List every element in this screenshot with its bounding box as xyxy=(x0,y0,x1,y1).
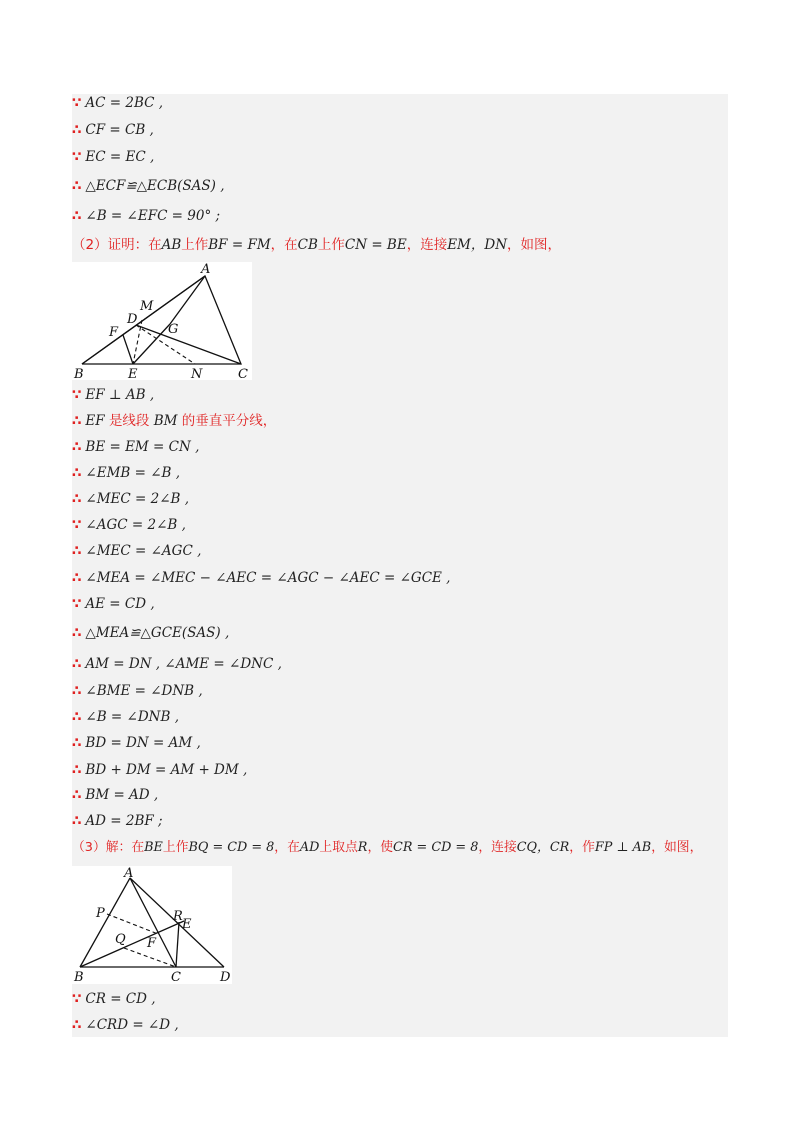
proof-line xyxy=(72,173,225,199)
heading-text: ，连接 xyxy=(478,840,517,855)
figure-2-svg xyxy=(72,866,232,984)
because-symbol: ∵ xyxy=(72,517,82,533)
proof-line xyxy=(72,757,247,783)
heading-text: ，连接 xyxy=(406,237,448,253)
heading-text: ，使 xyxy=(367,840,394,855)
proof-math: EF xyxy=(85,413,105,429)
label-d: D xyxy=(220,970,231,984)
proof-statement: ∠BME = ∠DNB , xyxy=(85,683,203,699)
heading-text: （2）证明：在 xyxy=(72,237,162,253)
proof-line xyxy=(72,1012,179,1038)
proof-line xyxy=(72,986,156,1012)
therefore-symbol: ∴ xyxy=(72,413,82,429)
proof-statement: EC = EC , xyxy=(85,149,155,165)
label-b: B xyxy=(74,367,84,380)
part-2-heading xyxy=(72,232,561,258)
because-symbol: ∵ xyxy=(72,387,82,403)
therefore-symbol: ∴ xyxy=(72,208,82,224)
proof-statement: ∠B = ∠DNB , xyxy=(85,709,179,725)
triangle-abc xyxy=(82,276,241,364)
proof-statement: CF = CB , xyxy=(85,122,154,138)
figure-1-svg xyxy=(72,262,252,380)
proof-line xyxy=(72,460,180,486)
proof-line xyxy=(72,678,203,704)
proof-line xyxy=(72,382,154,408)
heading-math: BQ = CD = 8 xyxy=(188,840,275,855)
because-symbol: ∵ xyxy=(72,991,82,1007)
therefore-symbol: ∴ xyxy=(72,178,82,194)
heading-text: （3）解：在 xyxy=(72,840,145,855)
therefore-symbol: ∴ xyxy=(72,1017,82,1033)
segment-ba xyxy=(82,276,205,364)
proof-line xyxy=(72,434,199,460)
heading-math: R xyxy=(357,840,368,855)
proof-statement: BD = DN = AM , xyxy=(85,735,201,751)
label-b: B xyxy=(74,970,84,984)
therefore-symbol: ∴ xyxy=(72,787,82,803)
proof-statement: CR = CD , xyxy=(85,991,156,1007)
proof-statement: ∠B = ∠EFC = 90° ; xyxy=(85,208,221,224)
therefore-symbol: ∴ xyxy=(72,570,82,586)
heading-math: BE xyxy=(144,840,163,855)
proof-line xyxy=(72,90,163,116)
segment-dn-dashed xyxy=(136,325,195,364)
proof-line xyxy=(72,144,154,170)
because-symbol: ∵ xyxy=(72,149,82,165)
heading-math: EM，DN xyxy=(447,237,508,253)
therefore-symbol: ∴ xyxy=(72,813,82,829)
label-c: C xyxy=(238,367,248,380)
label-a: A xyxy=(201,262,211,277)
part-3-heading xyxy=(72,835,702,861)
heading-math: BF = FM xyxy=(208,237,271,253)
because-symbol: ∵ xyxy=(72,596,82,612)
proof-statement: BE = EM = CN , xyxy=(85,439,200,455)
therefore-symbol: ∴ xyxy=(72,491,82,507)
proof-line xyxy=(72,538,201,564)
therefore-symbol: ∴ xyxy=(72,709,82,725)
segment-ba xyxy=(80,878,130,967)
heading-math: CR = CD = 8 xyxy=(393,840,479,855)
heading-math: FP ⊥ AB xyxy=(594,840,652,855)
proof-line xyxy=(72,117,154,143)
proof-statement: ∠EMB = ∠B , xyxy=(85,465,181,481)
heading-text: ，作 xyxy=(569,840,595,855)
label-q: Q xyxy=(115,932,126,947)
proof-line xyxy=(72,408,276,434)
segment-ga xyxy=(170,276,205,324)
proof-statement: AD = 2BF ; xyxy=(85,813,163,829)
heading-math: AB xyxy=(161,237,182,253)
therefore-symbol: ∴ xyxy=(72,543,82,559)
proof-statement: EF ⊥ AB , xyxy=(85,387,155,403)
therefore-symbol: ∴ xyxy=(72,122,82,138)
label-r: R xyxy=(173,909,183,924)
proof-statement: AE = CD , xyxy=(85,596,155,612)
proof-line xyxy=(72,704,179,730)
heading-math: CB xyxy=(297,237,318,253)
heading-text: ，如图， xyxy=(651,840,703,855)
therefore-symbol: ∴ xyxy=(72,465,82,481)
segment-fe xyxy=(123,335,133,364)
proof-line xyxy=(72,730,201,756)
segment-cr xyxy=(176,922,179,967)
therefore-symbol: ∴ xyxy=(72,439,82,455)
proof-statement: △MEA≌△GCE(SAS) , xyxy=(85,625,230,641)
heading-text: ，在 xyxy=(274,840,300,855)
heading-text: 上作 xyxy=(181,237,209,253)
proof-statement: BM = AD , xyxy=(85,787,159,803)
proof-statement: AM = DN , ∠AME = ∠DNC , xyxy=(85,656,282,672)
heading-text: ，在 xyxy=(270,237,298,253)
proof-math: BM xyxy=(153,413,178,429)
proof-statement: ∠MEC = ∠AGC , xyxy=(85,543,202,559)
geometry-figure-2 xyxy=(72,866,232,984)
label-g: G xyxy=(168,322,179,337)
proof-statement: ∠AGC = 2∠B , xyxy=(85,517,186,533)
geometry-figure-1 xyxy=(72,262,252,380)
label-p: P xyxy=(96,906,105,921)
label-n: N xyxy=(191,367,203,380)
label-d: D xyxy=(127,312,138,327)
segment-be xyxy=(80,921,184,967)
proof-line xyxy=(72,620,229,646)
heading-text: 上作 xyxy=(317,237,345,253)
proof-line xyxy=(72,591,155,617)
segment-ac xyxy=(130,878,176,967)
heading-text: 上作 xyxy=(162,840,189,855)
proof-statement: ∠MEC = 2∠B , xyxy=(85,491,190,507)
proof-line xyxy=(72,565,450,591)
proof-statement: ∠CRD = ∠D , xyxy=(85,1017,179,1033)
therefore-symbol: ∴ xyxy=(72,683,82,699)
therefore-symbol: ∴ xyxy=(72,625,82,641)
proof-text: 的垂直平分线， xyxy=(181,413,277,429)
proof-text: 是线段 xyxy=(108,413,150,429)
proof-line xyxy=(72,512,186,538)
proof-statement: △ECF≌△ECB(SAS) , xyxy=(85,178,225,194)
heading-text: 上取点 xyxy=(319,840,358,855)
heading-math: CN = BE xyxy=(344,237,407,253)
proof-statement: AC = 2BC , xyxy=(85,95,164,111)
label-c: C xyxy=(171,970,181,984)
heading-math: AD xyxy=(299,840,320,855)
segment-eg xyxy=(133,324,170,364)
label-f: F xyxy=(147,936,157,951)
label-m: M xyxy=(140,299,154,314)
proof-statement: ∠MEA = ∠MEC − ∠AEC = ∠AGC − ∠AEC = ∠GCE , xyxy=(85,570,451,586)
therefore-symbol: ∴ xyxy=(72,762,82,778)
label-e: E xyxy=(128,367,138,380)
proof-line xyxy=(72,203,220,229)
proof-statement: BD + DM = AM + DM , xyxy=(85,762,248,778)
label-e: E xyxy=(182,917,192,932)
proof-line xyxy=(72,782,158,808)
proof-line xyxy=(72,486,189,512)
heading-text: ，如图， xyxy=(507,237,562,253)
because-symbol: ∵ xyxy=(72,95,82,111)
therefore-symbol: ∴ xyxy=(72,735,82,751)
proof-line xyxy=(72,651,282,677)
proof-line xyxy=(72,808,163,834)
heading-math: CQ，CR xyxy=(516,840,570,855)
therefore-symbol: ∴ xyxy=(72,656,82,672)
label-f: F xyxy=(109,325,119,340)
label-a: A xyxy=(124,866,134,881)
